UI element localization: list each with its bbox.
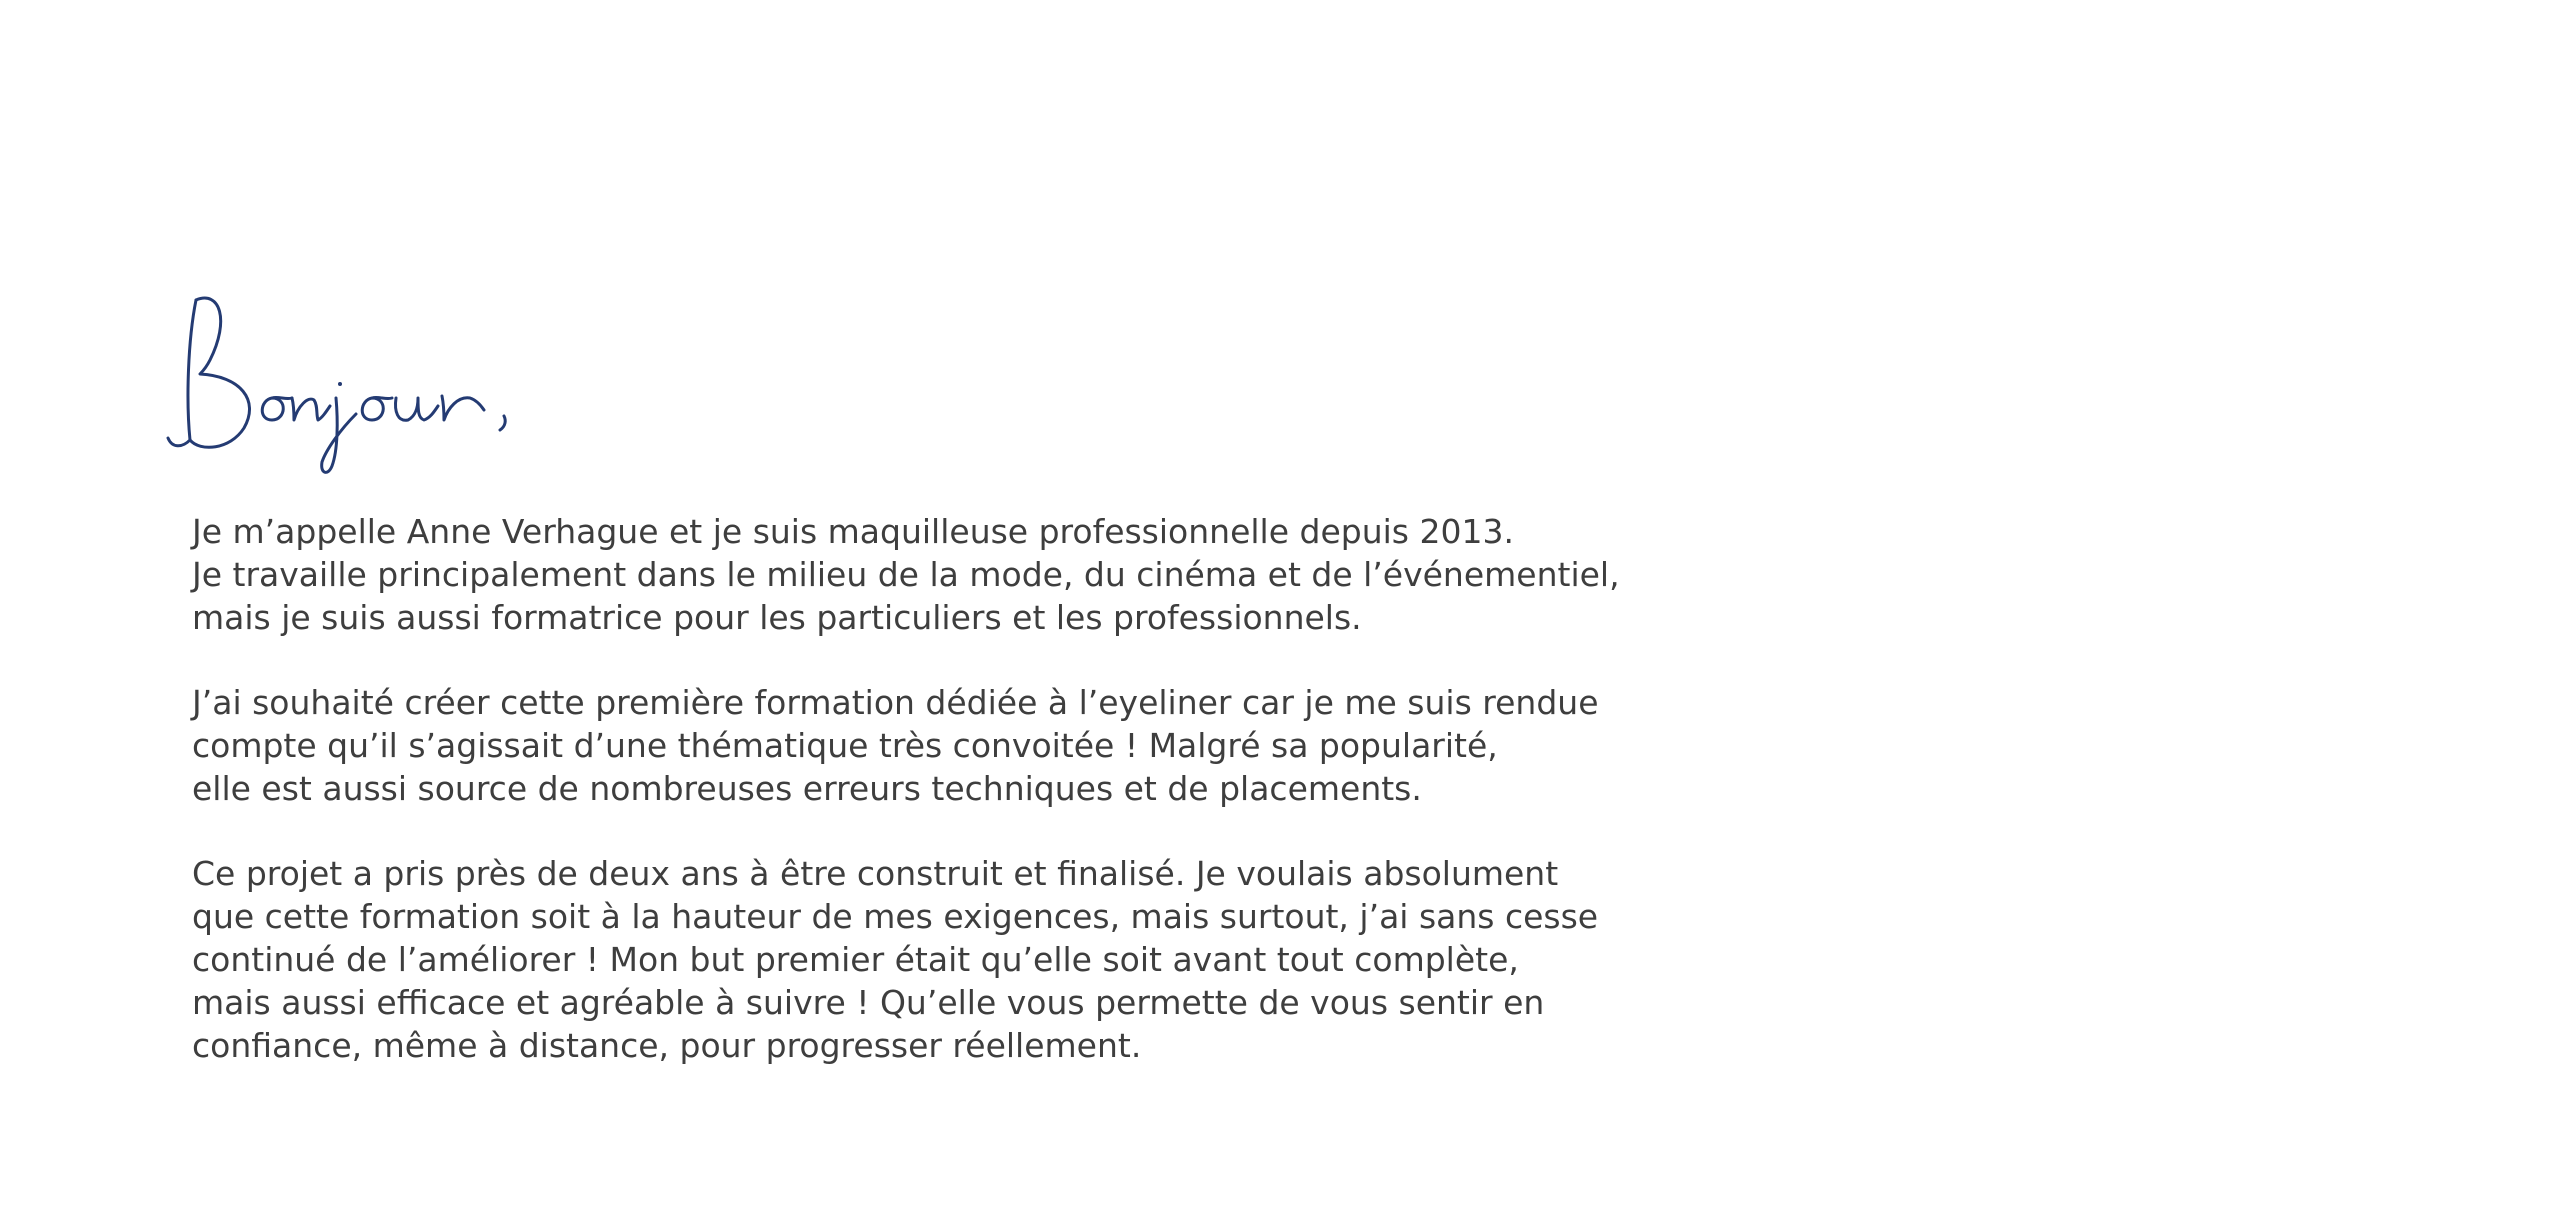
paragraph-line: J’ai souhaité créer cette première formation dédiée à l’eyeliner car je me suis rendue — [192, 683, 1599, 722]
paragraph-line: continué de l’améliorer ! Mon but premier était qu’elle soit avant tout complète, — [192, 940, 1519, 979]
paragraph-line: mais aussi efficace et agréable à suivre ! Qu’elle vous permette de vous sentir en — [192, 983, 1545, 1022]
paragraph-line: mais je suis aussi formatrice pour les particuliers et les professionnels. — [192, 598, 1362, 637]
paragraph-line: elle est aussi source de nombreuses erreurs techniques et de placements. — [192, 769, 1422, 808]
paragraph-line: Je m’appelle Anne Verhague et je suis maquilleuse professionnelle depuis 2013. — [192, 512, 1514, 551]
paragraph-line: confiance, même à distance, pour progresser réellement. — [192, 1026, 1142, 1065]
paragraph-line: Je travaille principalement dans le milieu de la mode, du cinéma et de l’événementiel, — [192, 555, 1620, 594]
paragraph-line: compte qu’il s’agissait d’une thématique très convoitée ! Malgré sa popularité, — [192, 726, 1498, 765]
greeting-script-drawing — [160, 280, 580, 480]
intro-text — [192, 510, 1752, 1109]
paragraph-2 — [192, 681, 1752, 810]
paragraph-1 — [192, 510, 1752, 639]
paragraph-line: Ce projet a pris près de deux ans à être construit et finalisé. Je voulais absolument — [192, 854, 1559, 893]
greeting-script — [160, 280, 580, 480]
paragraph-3 — [192, 852, 1752, 1067]
paragraph-line: que cette formation soit à la hauteur de mes exigences, mais surtout, j’ai sans cesse — [192, 897, 1599, 936]
